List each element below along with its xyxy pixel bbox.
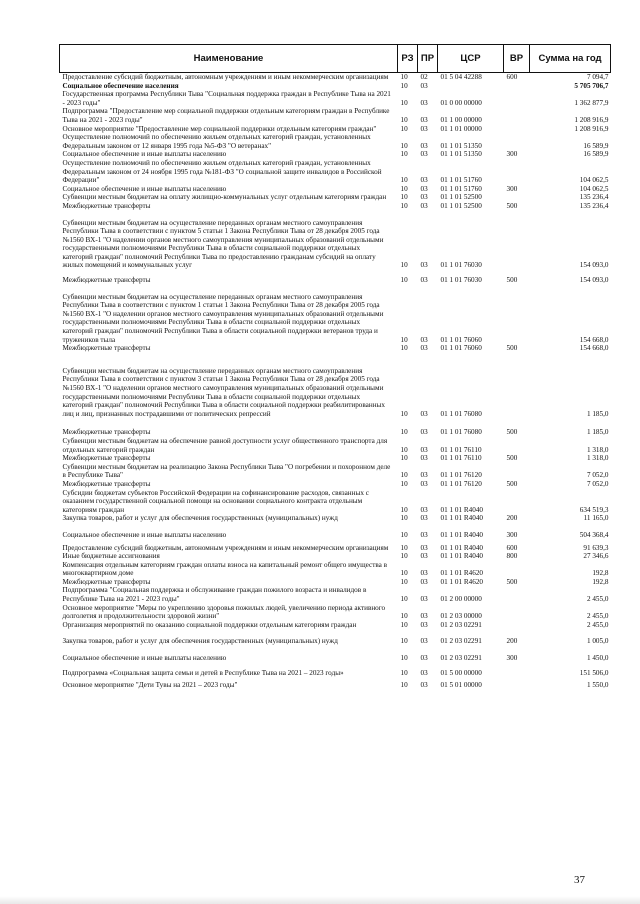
cell-vr xyxy=(504,561,530,578)
cell-sum: 192,8 xyxy=(592,569,609,578)
cell-pr: 03 xyxy=(420,428,428,437)
cell-name: Иные бюджетные ассигнования xyxy=(62,552,160,561)
budget-document xyxy=(59,44,610,690)
cell-rz: 10 xyxy=(400,471,408,480)
cell-name: Подпрограмма "Социальная поддержка и обслуживание граждан пожилого возраста и инвалидов в Республике Тыва на 2021 - 2023 годы" xyxy=(62,586,367,604)
cell-rz: 10 xyxy=(400,654,408,663)
cell-csr: 01 1 01 76110 xyxy=(440,454,482,463)
cell-vr xyxy=(504,621,530,638)
table-row xyxy=(60,219,611,277)
cell-rz: 10 xyxy=(400,620,408,629)
table-row xyxy=(60,428,611,437)
cell-pr: 03 xyxy=(420,98,428,107)
table-row xyxy=(60,586,611,603)
cell-name: Межбюджетные трансферты xyxy=(62,454,151,463)
table-row xyxy=(60,133,611,150)
cell-sum: 1 005,0 xyxy=(586,637,609,646)
cell-pr: 03 xyxy=(420,514,428,523)
cell-csr: 01 1 01 R4620 xyxy=(440,569,484,578)
cell-pr: 03 xyxy=(420,681,428,690)
cell-vr: 500 xyxy=(506,428,518,437)
table-row xyxy=(60,437,611,454)
cell-pr: 03 xyxy=(420,552,428,561)
cell-rz: 10 xyxy=(400,530,408,539)
cell-pr: 03 xyxy=(420,479,428,488)
cell-vr: 600 xyxy=(506,543,518,552)
cell-vr xyxy=(504,125,530,134)
cell-name: Подпрограмма "Предоставление мер социальной поддержки отдельным категориям граждан в Республике Тыва на 2021 - 2023 годы" xyxy=(62,107,390,124)
page-number: 37 xyxy=(574,874,585,886)
cell-csr: 01 2 03 02291 xyxy=(440,620,482,629)
cell-sum: 135 236,4 xyxy=(579,201,609,210)
cell-csr: 01 1 01 R4040 xyxy=(440,552,484,561)
cell-sum: 1 318,0 xyxy=(586,445,609,454)
cell-pr: 03 xyxy=(420,637,428,646)
cell-csr: 01 1 01 76110 xyxy=(440,445,482,454)
cell-pr: 03 xyxy=(420,176,428,185)
cell-csr: 01 1 01 R4040 xyxy=(440,505,484,514)
cell-pr: 03 xyxy=(420,124,428,133)
cell-csr: 01 1 01 76120 xyxy=(440,471,482,480)
budget-table xyxy=(59,44,611,690)
cell-sum: 1 362 877,9 xyxy=(574,98,609,107)
cell-sum: 1 185,0 xyxy=(586,409,609,418)
cell-pr: 03 xyxy=(420,201,428,210)
cell-rz: 10 xyxy=(400,514,408,523)
table-row xyxy=(60,454,611,463)
table-row xyxy=(60,654,611,669)
cell-sum: 11 165,0 xyxy=(583,514,609,523)
cell-pr: 03 xyxy=(420,276,428,285)
cell-csr xyxy=(438,82,504,91)
cell-csr: 01 2 03 00000 xyxy=(440,612,482,621)
cell-sum: 1 208 916,9 xyxy=(574,115,609,124)
cell-csr: 01 1 01 76060 xyxy=(440,335,482,344)
cell-csr: 01 2 00 00000 xyxy=(440,595,482,604)
cell-rz: 10 xyxy=(400,141,408,150)
cell-pr: 03 xyxy=(420,654,428,663)
cell-pr: 03 xyxy=(420,445,428,454)
cell-vr: 500 xyxy=(506,276,518,285)
cell-sum: 1 208 916,9 xyxy=(574,124,609,133)
cell-vr: 500 xyxy=(506,344,518,353)
cell-csr: 01 1 01 76060 xyxy=(440,344,482,353)
cell-vr xyxy=(504,82,530,91)
table-row xyxy=(60,90,611,107)
cell-sum: 2 455,0 xyxy=(586,620,609,629)
cell-csr: 01 1 01 52500 xyxy=(440,193,482,202)
cell-rz: 10 xyxy=(400,81,408,90)
cell-vr xyxy=(504,669,530,682)
table-row xyxy=(60,578,611,587)
cell-rz: 10 xyxy=(400,479,408,488)
cell-vr: 600 xyxy=(506,73,518,81)
table-row xyxy=(60,621,611,638)
header-vr: ВР xyxy=(504,45,530,73)
cell-name: Субвенции местным бюджетам на обеспечение равной доступности услуг общественного транспорта для отдельных категорий граждан xyxy=(62,436,388,454)
cell-name: Закупка товаров, работ и услуг для обеспечения государственных (муниципальных) нужд xyxy=(62,637,338,646)
cell-vr xyxy=(504,159,530,185)
cell-csr: 01 1 01 51350 xyxy=(440,150,482,159)
cell-name: Межбюджетные трансферты xyxy=(62,577,151,586)
cell-pr: 03 xyxy=(420,620,428,629)
cell-sum: 151 506,0 xyxy=(579,668,609,677)
cell-sum: 135 236,4 xyxy=(579,193,609,202)
cell-name: Социальное обеспечение и иные выплаты населению xyxy=(62,530,227,539)
header-rz: РЗ xyxy=(398,45,418,73)
cell-sum: 104 062,5 xyxy=(579,176,609,185)
cell-name: Основное мероприятие "Меры по укреплению здоровья пожилых людей, увеличению периода активного долголетия и продолжительности здоровой жизни" xyxy=(62,603,386,621)
cell-vr xyxy=(504,90,530,107)
cell-pr: 03 xyxy=(420,577,428,586)
cell-sum: 1 318,0 xyxy=(586,454,609,463)
cell-name: Осуществление полномочий по обеспечению жильем отдельных категорий граждан, установленных Федеральным законом от 24 ноября 1995 года №181-ФЗ "О социальной защите инвалидов в Российской Федерации" xyxy=(62,158,382,185)
cell-sum: 1 550,0 xyxy=(586,681,609,690)
cell-sum: 91 639,3 xyxy=(583,543,609,552)
cell-vr: 300 xyxy=(506,150,518,159)
cell-vr: 500 xyxy=(506,479,518,488)
table-row xyxy=(60,637,611,654)
cell-rz: 10 xyxy=(400,454,408,463)
cell-vr: 500 xyxy=(506,201,518,210)
table-row xyxy=(60,561,611,578)
cell-pr: 03 xyxy=(420,543,428,552)
table-row xyxy=(60,73,611,82)
cell-csr: 01 1 00 00000 xyxy=(440,115,482,124)
table-row xyxy=(60,681,611,690)
table-row xyxy=(60,367,611,429)
cell-pr: 03 xyxy=(420,505,428,514)
cell-csr: 01 5 04 42288 xyxy=(440,73,482,81)
cell-vr xyxy=(504,463,530,480)
cell-csr: 01 5 01 00000 xyxy=(440,681,482,690)
table-body xyxy=(60,73,611,690)
cell-name: Организация мероприятий по оказанию социальной поддержки отдельным категориям граждан xyxy=(62,620,357,629)
cell-sum: 16 589,9 xyxy=(583,141,609,150)
cell-csr: 01 1 01 R4040 xyxy=(440,543,484,552)
cell-pr: 03 xyxy=(420,530,428,539)
cell-pr: 02 xyxy=(420,73,428,81)
cell-sum: 154 093,0 xyxy=(579,261,609,270)
cell-csr: 01 0 00 00000 xyxy=(440,98,482,107)
cell-name: Межбюджетные трансферты xyxy=(62,344,151,353)
table-row xyxy=(60,125,611,134)
cell-rz: 10 xyxy=(400,409,408,418)
table-row xyxy=(60,480,611,489)
cell-vr xyxy=(504,586,530,603)
header-pr: ПР xyxy=(418,45,438,73)
cell-sum: 7 094,7 xyxy=(586,73,609,81)
cell-name: Предоставление субсидий бюджетным, автономным учреждениям и иным некоммерческим организациям xyxy=(62,73,389,81)
table-row xyxy=(60,544,611,553)
cell-name: Субвенции местным бюджетам на осуществление переданных органам местного самоуправления Республики Тыва в соответствии с пунктом 3 статьи 1 Закона Республики Тыва от 28 декабря 2005 года №1560 ВХ-1 "О наделении органов местного самоуправления муниципальных образований отдельными государственными полномочиями Республики Тыва в области социальной поддержки отдельных категорий граждан" полномочий Республики Тыва в области социальной поддержки реабилитированных лиц и лиц, признанных пострадавшими от политических репрессий xyxy=(62,366,385,418)
cell-vr xyxy=(504,681,530,690)
cell-name: Межбюджетные трансферты xyxy=(62,428,151,437)
cell-sum: 154 093,0 xyxy=(579,276,609,285)
cell-sum: 5 705 706,7 xyxy=(574,81,609,90)
cell-sum: 2 455,0 xyxy=(586,595,609,604)
cell-name: Социальное обеспечение и иные выплаты населению xyxy=(62,150,227,159)
cell-sum: 634 519,3 xyxy=(579,505,609,514)
cell-rz: 10 xyxy=(400,335,408,344)
cell-name: Субсидии бюджетам субъектов Российской Федерации на софинансирование расходов, связанных с оказанием государственной социальной помощи на основании социального контракта отдельным категориям граждан xyxy=(62,488,369,514)
cell-name: Компенсация отдельным категориям граждан оплаты взноса на капитальный ремонт общего имущества в многоквартирном доме xyxy=(62,560,388,578)
cell-csr: 01 1 01 76030 xyxy=(440,276,482,285)
header-csr: ЦСР xyxy=(438,45,504,73)
cell-sum: 16 589,9 xyxy=(583,150,609,159)
header-name: Наименование xyxy=(60,45,398,73)
cell-pr: 03 xyxy=(420,454,428,463)
table-row xyxy=(60,276,611,293)
cell-name: Субвенции местным бюджетам на реализацию Закона Республики Тыва "О погребении и похоронном деле в Республике Тыва" xyxy=(62,462,391,480)
cell-vr: 200 xyxy=(506,514,518,523)
cell-sum: 504 368,4 xyxy=(579,530,609,539)
cell-pr: 03 xyxy=(420,612,428,621)
cell-vr xyxy=(504,219,530,277)
cell-rz: 10 xyxy=(400,505,408,514)
cell-pr: 03 xyxy=(420,184,428,193)
cell-pr: 03 xyxy=(420,193,428,202)
cell-name: Основное мероприятие "Дети Тувы на 2021 – 2023 годы" xyxy=(62,681,238,690)
cell-rz: 10 xyxy=(400,193,408,202)
cell-csr: 01 2 03 02291 xyxy=(440,654,482,663)
cell-rz: 10 xyxy=(400,668,408,677)
cell-vr: 300 xyxy=(506,530,518,539)
cell-vr: 200 xyxy=(506,637,518,646)
cell-rz: 10 xyxy=(400,201,408,210)
cell-csr: 01 1 01 R4040 xyxy=(440,530,484,539)
cell-rz: 10 xyxy=(400,124,408,133)
cell-rz: 10 xyxy=(400,73,408,81)
cell-sum: 1 450,0 xyxy=(586,654,609,663)
cell-pr: 03 xyxy=(420,261,428,270)
table-header xyxy=(60,45,611,73)
cell-csr: 01 1 01 76120 xyxy=(440,479,482,488)
table-row xyxy=(60,552,611,561)
cell-name: Государственная программа Республики Тыва "Социальная поддержка граждан в Республике Тыва на 2021 - 2023 годы" xyxy=(62,90,391,107)
table-row xyxy=(60,514,611,531)
cell-name: Субвенции местным бюджетам на осуществление переданных органам местного самоуправления Республики Тыва в соответствии с пунктом 5 статьи 1 Закона Республики Тыва от 28 декабря 2005 года №1560 ВХ-1 "О наделении органов местного самоуправления муниципальных образований отдельными государственными полномочиями Республики Тыва в области социальной поддержки отдельных категорий граждан" полномочий Республики Тыва по предоставлению гражданам субсидий на оплату жилых помещений и коммунальных услуг xyxy=(62,218,384,270)
cell-rz: 10 xyxy=(400,98,408,107)
cell-name: Социальное обеспечение и иные выплаты населению xyxy=(62,654,227,663)
cell-rz: 10 xyxy=(400,577,408,586)
cell-pr: 03 xyxy=(420,344,428,353)
cell-rz: 10 xyxy=(400,543,408,552)
cell-vr xyxy=(504,133,530,150)
cell-vr xyxy=(504,604,530,621)
cell-rz: 10 xyxy=(400,552,408,561)
cell-name: Предоставление субсидий бюджетным, автономным учреждениям и иным некоммерческим организациям xyxy=(62,543,389,552)
cell-name: Субвенции местным бюджетам на осуществление переданных органам местного самоуправления Республики Тыва в соответствии с пунктом 1 статьи 1 Закона Республики Тыва от 28 декабря 2005 года №1560 ВХ-1 "О наделении органов местного самоуправления муниципальных образований отдельными государственными полномочиями Республики Тыва в области социальной поддержки отдельных категорий граждан" полномочий Республики Тыва в области социальной поддержки ветеранов труда и тружеников тыла xyxy=(62,292,384,344)
table-row xyxy=(60,531,611,544)
cell-rz: 10 xyxy=(400,428,408,437)
cell-name: Межбюджетные трансферты xyxy=(62,479,151,488)
cell-pr: 03 xyxy=(420,141,428,150)
cell-pr: 03 xyxy=(420,471,428,480)
cell-vr: 500 xyxy=(506,577,518,586)
header-sum: Сумма на год xyxy=(530,45,611,73)
cell-csr: 01 2 03 02291 xyxy=(440,637,482,646)
cell-pr: 03 xyxy=(420,569,428,578)
cell-name: Социальное обеспечение населения xyxy=(62,81,179,90)
cell-rz: 10 xyxy=(400,176,408,185)
cell-name: Осуществление полномочий по обеспечению жильем отдельных категорий граждан, установленных Федеральным законом от 12 января 1995 года №5-ФЗ "О ветеранах" xyxy=(62,133,371,150)
cell-sum: 7 052,0 xyxy=(586,471,609,480)
table-row xyxy=(60,202,611,219)
cell-rz: 10 xyxy=(400,261,408,270)
cell-rz: 10 xyxy=(400,445,408,454)
cell-csr: 01 1 01 R4040 xyxy=(440,514,484,523)
cell-vr xyxy=(504,437,530,454)
cell-vr xyxy=(504,293,530,345)
scan-bottom-edge xyxy=(0,896,640,904)
cell-rz: 10 xyxy=(400,150,408,159)
cell-rz: 10 xyxy=(400,344,408,353)
cell-csr: 01 1 01 52500 xyxy=(440,201,482,210)
cell-rz: 10 xyxy=(400,276,408,285)
table-row xyxy=(60,463,611,480)
cell-csr: 01 1 01 00000 xyxy=(440,124,482,133)
cell-name: Межбюджетные трансферты xyxy=(62,201,151,210)
cell-sum: 154 668,0 xyxy=(579,335,609,344)
cell-csr: 01 1 01 76080 xyxy=(440,409,482,418)
table-row xyxy=(60,107,611,124)
cell-sum: 1 185,0 xyxy=(586,428,609,437)
table-row xyxy=(60,344,611,367)
cell-rz: 10 xyxy=(400,184,408,193)
table-row xyxy=(60,489,611,515)
cell-csr: 01 1 01 76030 xyxy=(440,261,482,270)
cell-pr: 03 xyxy=(420,409,428,418)
table-row xyxy=(60,159,611,185)
cell-pr: 03 xyxy=(420,595,428,604)
cell-pr: 03 xyxy=(420,668,428,677)
cell-rz: 10 xyxy=(400,595,408,604)
cell-name: Подпрограмма «Социальная защита семьи и детей в Республике Тыва на 2021 – 2023 годы» xyxy=(62,668,344,677)
cell-csr: 01 1 01 51760 xyxy=(440,176,482,185)
cell-pr: 03 xyxy=(420,335,428,344)
cell-name: Социальное обеспечение и иные выплаты населению xyxy=(62,184,227,193)
cell-vr: 800 xyxy=(506,552,518,561)
cell-vr: 500 xyxy=(506,454,518,463)
cell-rz: 10 xyxy=(400,681,408,690)
cell-csr: 01 1 01 51760 xyxy=(440,184,482,193)
cell-pr: 03 xyxy=(420,81,428,90)
table-row xyxy=(60,193,611,202)
table-row xyxy=(60,293,611,345)
cell-name: Субвенции местным бюджетам на оплату жилищно-коммунальных услуг отдельным категориям граждан xyxy=(62,193,387,202)
cell-csr: 01 5 00 00000 xyxy=(440,668,482,677)
table-row xyxy=(60,669,611,682)
cell-rz: 10 xyxy=(400,115,408,124)
cell-name: Основное мероприятие "Предоставление мер социальной поддержки отдельным категориям граждан" xyxy=(62,124,377,133)
table-row xyxy=(60,150,611,159)
cell-rz: 10 xyxy=(400,612,408,621)
cell-rz: 10 xyxy=(400,569,408,578)
cell-rz: 10 xyxy=(400,637,408,646)
cell-csr: 01 1 01 51350 xyxy=(440,141,482,150)
cell-vr xyxy=(504,489,530,515)
cell-name: Межбюджетные трансферты xyxy=(62,276,151,285)
table-row xyxy=(60,82,611,91)
cell-vr xyxy=(504,107,530,124)
cell-sum: 7 052,0 xyxy=(586,479,609,488)
table-row xyxy=(60,604,611,621)
cell-csr: 01 1 01 76080 xyxy=(440,428,482,437)
cell-sum: 27 346,6 xyxy=(583,552,609,561)
table-row xyxy=(60,185,611,194)
cell-name: Закупка товаров, работ и услуг для обеспечения государственных (муниципальных) нужд xyxy=(62,514,338,523)
cell-sum: 154 668,0 xyxy=(579,344,609,353)
cell-vr: 300 xyxy=(506,654,518,663)
cell-csr: 01 1 01 R4620 xyxy=(440,577,484,586)
cell-sum: 192,8 xyxy=(592,577,609,586)
cell-vr: 300 xyxy=(506,184,518,193)
cell-pr: 03 xyxy=(420,115,428,124)
cell-sum: 104 062,5 xyxy=(579,184,609,193)
cell-vr xyxy=(504,193,530,202)
cell-sum: 2 455,0 xyxy=(586,612,609,621)
cell-vr xyxy=(504,367,530,429)
cell-pr: 03 xyxy=(420,150,428,159)
